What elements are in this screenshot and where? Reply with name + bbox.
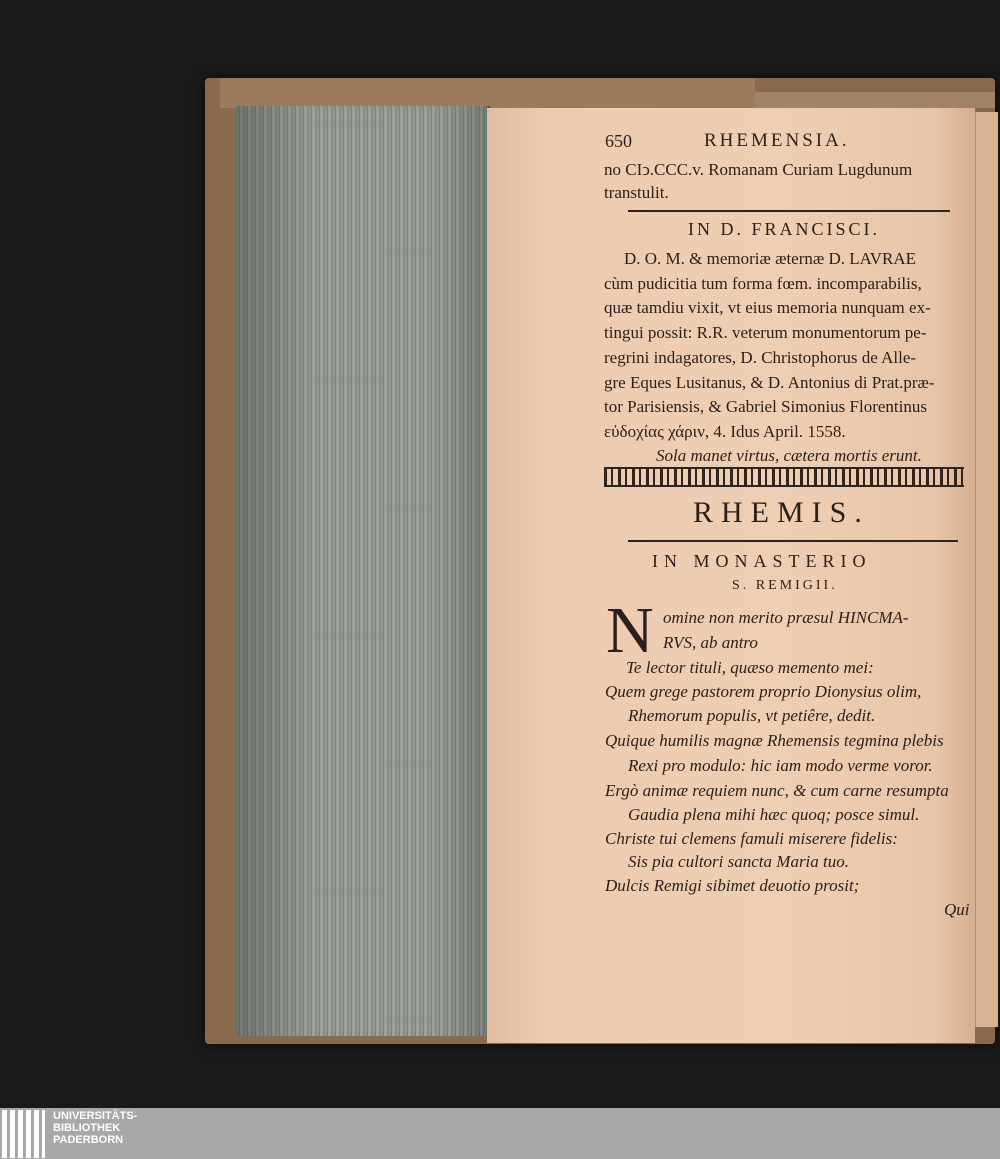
text-line: εὐδοχίας χάριν, 4. Idus April. 1558. bbox=[604, 422, 846, 441]
book-cover-top bbox=[220, 78, 755, 108]
motto-line: Sola manet virtus, cætera mortis erunt. bbox=[656, 446, 922, 465]
poem-line: omine non merito præsul HINCMA- bbox=[663, 608, 909, 627]
drop-capital: N bbox=[606, 594, 654, 667]
text-line: quæ tamdiu vixit, vt eius memoria nunquam ex- bbox=[604, 298, 931, 317]
book-cover-top-right bbox=[755, 92, 995, 108]
page-block-shadow bbox=[236, 106, 488, 1036]
divider-rule bbox=[628, 210, 950, 212]
section-subheading: S. REMIGII. bbox=[732, 578, 838, 593]
library-name-line: BIBLIOTHEK bbox=[53, 1122, 121, 1134]
text-line: cùm pudicitia tum forma fœm. incomparabilis, bbox=[604, 274, 922, 293]
poem-line: Sis pia cultori sancta Maria tuo. bbox=[628, 852, 849, 871]
text-line: gre Eques Lusitanus, & D. Antonius di Prat.præ- bbox=[604, 373, 935, 392]
poem-line: Te lector tituli, quæso memento mei: bbox=[626, 658, 874, 677]
catchword: Qui bbox=[944, 900, 970, 919]
text-line: no CIↄ.CCC.v. Romanam Curiam Lugdunum bbox=[604, 160, 913, 179]
text-line: transtulit. bbox=[604, 183, 669, 202]
section-heading: IN MONASTERIO bbox=[652, 551, 872, 571]
page-number: 650 bbox=[605, 131, 632, 151]
library-name-line: UNIVERSITÄTS- bbox=[53, 1110, 138, 1122]
text-line: regrini indagatores, D. Christophorus de Alle- bbox=[604, 348, 917, 367]
divider-rule bbox=[628, 540, 958, 542]
poem-line: Quique humilis magnæ Rhemensis tegmina plebis bbox=[605, 731, 944, 750]
library-logo-icon bbox=[2, 1110, 46, 1158]
poem-line: Rexi pro modulo: hic iam modo verme voror. bbox=[628, 756, 933, 775]
ornament-band bbox=[604, 467, 964, 487]
text-line: tor Parisiensis, & Gabriel Simonius Florentinus bbox=[604, 397, 927, 416]
poem-line: Ergò animæ requiem nunc, & cum carne resumpta bbox=[605, 781, 949, 800]
footer-bar bbox=[0, 1108, 1000, 1159]
poem-line: Gaudia plena mihi hæc quoq; posce simul. bbox=[628, 805, 920, 824]
next-page-edge bbox=[975, 112, 998, 1027]
poem-line: Christe tui clemens famuli miserere fidelis: bbox=[605, 829, 898, 848]
section-heading: IN D. FRANCISCI. bbox=[688, 219, 881, 239]
poem-line: Quem grege pastorem proprio Dionysius olim, bbox=[605, 682, 922, 701]
poem-line: RVS, ab antro bbox=[663, 633, 758, 652]
poem-line: Dulcis Remigi sibimet deuotio prosit; bbox=[605, 876, 860, 895]
city-heading: RHEMIS. bbox=[693, 496, 870, 529]
text-line: tingui possit: R.R. veterum monumentorum pe- bbox=[604, 323, 927, 342]
poem-line: Rhemorum populis, vt petiêre, dedit. bbox=[628, 706, 876, 725]
text-line: D. O. M. & memoriæ æternæ D. LAVRAE bbox=[624, 249, 916, 268]
library-name-line: PADERBORN bbox=[53, 1134, 124, 1146]
running-head: RHEMENSIA. bbox=[704, 130, 850, 151]
